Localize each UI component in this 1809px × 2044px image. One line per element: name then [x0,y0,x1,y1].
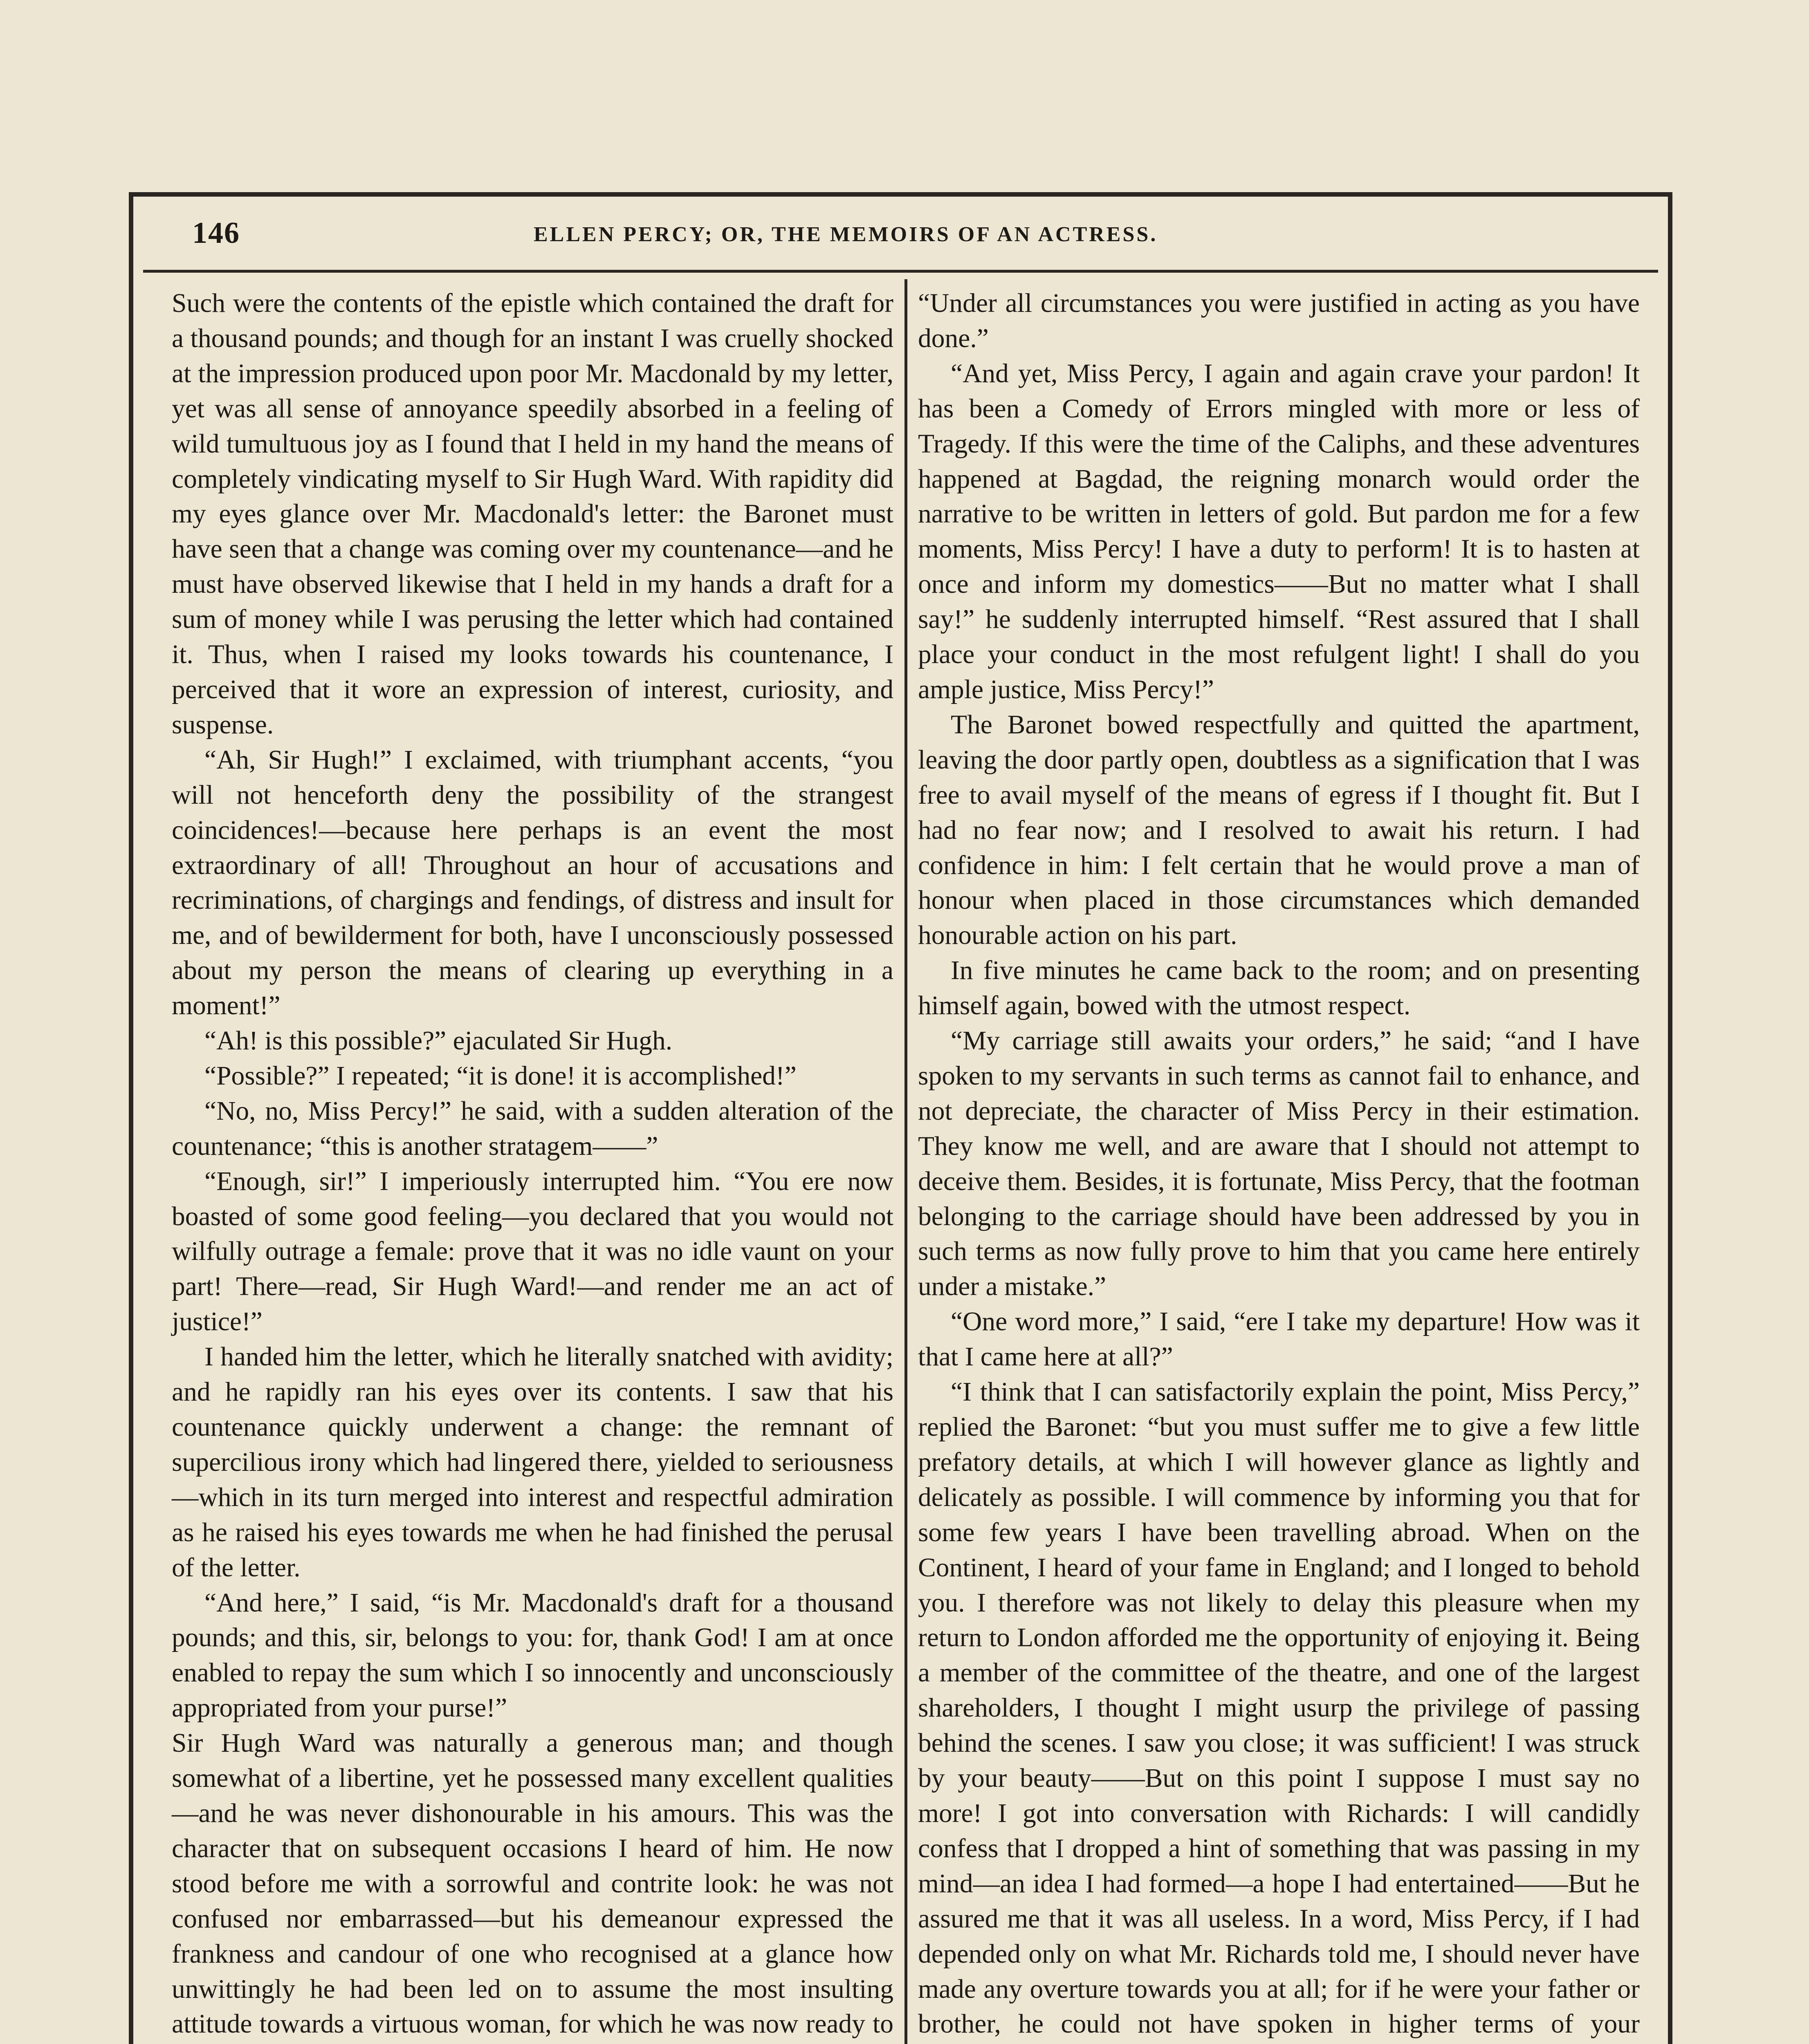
paragraph: “Enough, sir!” I imperiously interrupted him. “You ere now boasted of some good feeling—you declared that you would not wilfully outrage a female: prove that it was no idle vaunt on your part! There—read, Sir Hugh Ward!—and render me an act of justice!” [172,1166,893,1337]
right-column [918,286,1640,2044]
left-column [172,286,893,2044]
paragraph: In five minutes he came back to the room; and on presenting himself again, bowed with the utmost respect. [918,956,1640,1021]
paragraph: “And here,” I said, “is Mr. Macdonald's draft for a thousand pounds; and this, sir, belongs to you: for, thank God! I am at once enabled to repay the sum which I so innocently and unconsciously appropriated from your purse!” [172,1588,893,1723]
column-divider [904,279,907,2044]
paragraph: Sir Hugh Ward was naturally a generous man; and though somewhat of a libertine, yet he possessed many excellent qualities—and he was never dishonourable in his amours. This was the character that on subsequent occasions I heard of him. He now stood before me with a sorrowful and contrite look: he was not confused nor embarrassed—but his demeanour expressed the frankness and candour of one who recognised at a glance how unwittingly he had been led on to assume the most insulting attitude towards a virtuous woman, for which he was now ready to [172,1728,893,2039]
paragraph: “Ah, Sir Hugh!” I exclaimed, with triumphant accents, “you will not henceforth deny the possibility of the strangest coincidences!—because here perhaps is an event the most extraordinary of all! Throughout an hour of accusations and recriminations, of chargings and fendings, of distress and insult for me, and of bewilderment for both, have I unconsciously possessed about my person the means of clearing up everything in a moment!” [172,745,893,1021]
paragraph: “Ah! is this possible?” ejaculated Sir Hugh. [204,1026,673,1056]
paragraph: “One word more,” I said, “ere I take my departure! How was it that I came here at all?” [918,1307,1640,1372]
paragraph: “I think that I can satisfactorily explain the point, Miss Percy,” replied the Baronet: “but you must suffer me to give a few little prefatory details, at which I will however glance as lightly and delicately as possible. I will commence by informing you that for some few years I have been travelling abroad. When on the Continent, I heard of your fame in England; and I longed to behold you. I therefore was not likely to delay this pleasure when my return to London afforded me the opportunity of enjoying it. Being a member of the committee of the theatre, and one of the largest shareholders, I thought I might usurp the privilege of passing behind the scenes. I saw you close; it was sufficient! I was struck by your beauty——But on this point I suppose I must say no more! I got into conversation with Richards: I will candidly confess that I dropped a hint of something that was passing in my mind—an idea I had formed—a hope I had entertained——But he assured me that it was all useless. In a word, Miss Percy, if I had depended only on what Mr. Richards told me, I should never have made any overture towards you at all; for if he were your father or brother, he could not have spoken in higher terms of your [918,1377,1640,2039]
paragraph: Such were the contents of the epistle which contained the draft for a thousand pounds; and though for an instant I was cruelly shocked at the impression produced upon poor Mr. Macdonald by my letter, yet was all sense of annoyance speedily absorbed in a feeling of wild tumultuous joy as I found that I held in my hand the means of completely vindicating myself to Sir Hugh Ward. With rapidity did my eyes glance over Mr. Macdonald's letter: the Baronet must have seen that a change was coming over my countenance—and he must have observed likewise that I held in my hands a draft for a sum of money while I was perusing the letter which had contained it. Thus, when I raised my looks towards his countenance, I perceived that it wore an expression of interest, curiosity, and suspense. [172,289,893,740]
paragraph: “Under all circumstances you were justified in acting as you have done.” [918,289,1640,353]
running-title: ELLEN PERCY; OR, THE MEMOIRS OF AN ACTRESS. [534,223,1158,246]
page-header [143,216,1658,261]
paragraph: “No, no, Miss Percy!” he said, with a sudden alteration of the countenance; “this is another stratagem——” [172,1096,893,1161]
page-number: 146 [192,216,240,250]
paragraph: I handed him the letter, which he literally snatched with avidity; and he rapidly ran his eyes over its contents. I saw that his countenance quickly underwent a change: the remnant of supercilious irony which had lingered there, yielded to seriousness—which in its turn merged into interest and respectful admiration as he raised his eyes towards me when he had finished the perusal of the letter. [172,1342,893,1582]
paragraph: “And yet, Miss Percy, I again and again crave your pardon! It has been a Comedy of Errors mingled with more or less of Tragedy. If this were the time of the Caliphs, and these adventures happened at Bagdad, the reigning monarch would order the narrative to be written in letters of gold. But pardon me for a few moments, Miss Percy! I have a duty to perform! It is to hasten at once and inform my domestics——But no matter what I shall say!” he suddenly interrupted himself. “Rest assured that I shall place your conduct in the most refulgent light! I shall do you ample justice, Miss Percy!” [918,359,1640,704]
paragraph: “Possible?” I repeated; “it is done! it is accomplished!” [204,1061,797,1091]
paragraph: “My carriage still awaits your orders,” he said; “and I have spoken to my servants in such terms as cannot fail to enhance, and not depreciate, the character of Miss Percy in their estimation. They know me well, and are aware that I should not attempt to deceive them. Besides, it is fortunate, Miss Percy, that the footman belonging to the carriage should have been addressed by you in such terms as now fully prove to him that you came here entirely under a mistake.” [918,1026,1640,1302]
paragraph: The Baronet bowed respectfully and quitted the apartment, leaving the door partly open, doubtless as a signification that I was free to avail myself of the means of egress if I thought fit. But I had no fear now; and I resolved to await his return. I had confidence in him: I felt certain that he would prove a man of honour when placed in those circumstances which demanded honourable action on his part. [918,710,1640,950]
header-rule [143,270,1658,273]
